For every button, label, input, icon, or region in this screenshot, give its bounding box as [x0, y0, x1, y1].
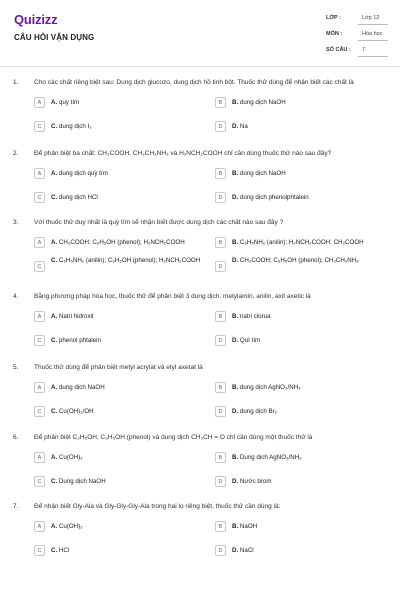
answer-option-b[interactable]: [215, 236, 383, 250]
option-letter-box: C: [34, 192, 45, 203]
question-number: 2.: [13, 150, 19, 157]
option-text: [51, 239, 185, 246]
option-key: C.: [51, 194, 58, 201]
question-text: Bằng phương pháp hóa học, thuốc thử để phân biệt 3 dung dịch: metylamin, anilin, axit axetic là: [34, 293, 311, 300]
option-label: Cu(OH)₂: [58, 523, 83, 530]
option-text: [51, 337, 101, 344]
option-key: D.: [232, 194, 239, 201]
option-label: Nước brom: [239, 478, 272, 485]
option-key: A.: [51, 384, 58, 391]
option-label: dung dịch AgNO₃/NH₃: [239, 384, 301, 391]
option-letter-box: C: [34, 545, 45, 556]
option-key: A.: [51, 523, 58, 530]
option-letter-box: B: [215, 311, 226, 322]
question-text: Với thuốc thử duy nhất là quỳ tím sẽ nhận biết được dung dịch các chất nào sau đây ?: [34, 219, 284, 226]
option-label: Cu(OH)₂: [58, 454, 83, 461]
option-label: dung dịch NaOH: [239, 170, 286, 177]
option-text: [51, 170, 108, 177]
question-number: 7.: [13, 503, 19, 510]
option-letter-box: D: [215, 192, 226, 203]
option-label: NaOH: [239, 523, 258, 530]
option-text: [232, 239, 364, 246]
answer-option-b[interactable]: [215, 451, 383, 465]
option-text: [51, 478, 106, 485]
option-letter-box: C: [34, 476, 45, 487]
answer-option-c[interactable]: [34, 120, 202, 134]
option-letter-box: A: [34, 168, 45, 179]
option-text: [232, 99, 286, 106]
option-letter-box: A: [34, 97, 45, 108]
option-key: B.: [232, 384, 239, 391]
option-text: [51, 257, 201, 265]
option-key: B.: [232, 239, 239, 246]
option-label: Cu(OH)₂/OH: [58, 408, 94, 415]
answer-option-d[interactable]: [215, 334, 383, 348]
option-letter-box: B: [215, 521, 226, 532]
meta-underline: [358, 56, 388, 57]
option-key: B.: [232, 99, 239, 106]
option-letter-box: A: [34, 237, 45, 248]
meta-label-count: SỐ CÂU :: [326, 47, 351, 53]
option-letter-box: C: [34, 335, 45, 346]
question-number: 1.: [13, 79, 19, 86]
option-key: D.: [232, 123, 239, 130]
option-label: CH₃COOH; C₆H₅OH (phenol); H₂NCH₂COOH: [58, 239, 185, 246]
question-number: 5.: [13, 364, 19, 371]
option-key: D.: [232, 547, 239, 554]
option-text: [232, 170, 286, 177]
answer-option-a[interactable]: [34, 451, 202, 465]
meta-label-subject: MÔN :: [326, 31, 343, 37]
answer-option-b[interactable]: [215, 520, 383, 534]
meta-underline: [358, 24, 388, 25]
option-text: [232, 194, 309, 201]
option-key: C.: [51, 408, 58, 415]
answer-option-a[interactable]: [34, 236, 202, 250]
meta-value-grade: Lớp 12: [362, 15, 380, 21]
answer-option-a[interactable]: [34, 167, 202, 181]
answer-option-c[interactable]: [34, 405, 202, 419]
option-text: [51, 408, 94, 415]
option-label: C₆H₅NH₂ (anilin); C₆H₅OH (phenol); H₂NCH₂COOH: [58, 257, 201, 264]
option-text: [232, 384, 301, 391]
answer-option-a[interactable]: [34, 381, 202, 395]
option-key: C.: [51, 257, 58, 264]
question-text: Cho các chất riêng biệt sau: Dung dịch glucozo, dung dịch hồ tinh bột. Thuốc thử dùng để nhận biết các chất là: [34, 79, 354, 86]
option-letter-box: B: [215, 382, 226, 393]
answer-option-d[interactable]: [215, 405, 383, 419]
option-letter-box: B: [215, 168, 226, 179]
option-key: B.: [232, 170, 239, 177]
question-text: Để phân biệt ba chất: CH₃COOH, CH₃CH₂NH₂ và H₂NCH₂COOH chỉ cần dùng thuốc thử nào sau đây?: [34, 150, 332, 157]
option-text: [232, 454, 302, 461]
option-label: C₆H₅NH₂ (anilin); H₂NCH₂COOH; CH₃COOH: [239, 239, 364, 246]
answer-option-d[interactable]: [215, 257, 383, 277]
worksheet-header: [0, 0, 400, 70]
option-text: [51, 194, 98, 201]
option-key: A.: [51, 99, 58, 106]
answer-option-b[interactable]: [215, 167, 383, 181]
option-text: [51, 123, 92, 130]
option-letter-box: D: [215, 545, 226, 556]
question-text: Để phân biệt C₂H₅OH, C₆H₅OH (phenol) và dung dịch CH₃CH = O chỉ cần dùng một thuốc thử là: [34, 434, 313, 441]
option-letter-box: A: [34, 311, 45, 322]
option-letter-box: A: [34, 521, 45, 532]
option-label: CH₃COOH; C₆H₅OH (phenol); CH₃CH₂NH₂: [239, 257, 359, 264]
option-letter-box: C: [34, 121, 45, 132]
option-text: [232, 547, 254, 554]
option-label: phenol phtalein: [58, 337, 101, 344]
option-key: A.: [51, 170, 58, 177]
answer-option-c[interactable]: [34, 475, 202, 489]
option-text: [232, 478, 272, 485]
option-text: [232, 523, 257, 530]
answer-option-b[interactable]: [215, 381, 383, 395]
option-label: Dung dịch NaOH: [58, 478, 106, 485]
option-letter-box: B: [215, 452, 226, 463]
option-key: A.: [51, 454, 58, 461]
answer-option-b[interactable]: [215, 310, 383, 324]
answer-option-a[interactable]: [34, 96, 202, 110]
option-text: [232, 257, 382, 265]
option-letter-box: D: [215, 121, 226, 132]
option-text: [232, 123, 248, 130]
option-label: Natri hidroxit: [58, 313, 94, 320]
answer-option-b[interactable]: [215, 96, 383, 110]
option-label: Quì tím: [239, 337, 261, 344]
option-text: [51, 547, 69, 554]
option-letter-box: D: [215, 406, 226, 417]
option-text: [51, 523, 83, 530]
option-label: Dung dịch AgNO₃/NH₃: [239, 454, 302, 461]
answer-option-d[interactable]: [215, 544, 383, 558]
answer-option-c[interactable]: [34, 191, 202, 205]
option-text: [232, 313, 271, 320]
option-label: dung dịch I₂: [58, 123, 92, 130]
option-key: D.: [232, 478, 239, 485]
option-letter-box: C: [34, 406, 45, 417]
option-text: [51, 384, 105, 391]
option-letter-box: D: [215, 335, 226, 346]
option-letter-box: B: [215, 237, 226, 248]
meta-underline: [358, 40, 388, 41]
option-label: dung dịch NaOH: [58, 384, 105, 391]
meta-label-grade: LỚP :: [326, 15, 341, 21]
question-number: 3.: [13, 219, 19, 226]
option-text: [232, 408, 277, 415]
option-letter-box: C: [34, 261, 45, 272]
answer-option-a[interactable]: [34, 520, 202, 534]
answer-option-d[interactable]: [215, 120, 383, 134]
quizizz-logo: Quizizz: [14, 12, 58, 27]
question-number: 6.: [13, 434, 19, 441]
question-text: Để nhận biết Gly-Ala và Gly-Gly-Gly-Ala trong hai lọ riêng biệt, thuốc thử cần dùng là:: [34, 503, 281, 510]
answer-option-c[interactable]: [34, 257, 202, 277]
option-text: [232, 337, 260, 344]
option-label: NaCl: [239, 547, 254, 554]
option-key: C.: [51, 337, 58, 344]
answer-option-a[interactable]: [34, 310, 202, 324]
option-key: D.: [232, 257, 239, 264]
option-key: A.: [51, 239, 58, 246]
option-label: dung dịch NaOH: [239, 99, 286, 106]
answer-option-c[interactable]: [34, 334, 202, 348]
answer-option-d[interactable]: [215, 191, 383, 205]
option-text: [51, 99, 79, 106]
option-key: B.: [232, 313, 239, 320]
option-key: B.: [232, 523, 239, 530]
option-key: D.: [232, 337, 239, 344]
option-letter-box: B: [215, 97, 226, 108]
option-key: D.: [232, 408, 239, 415]
question-number: 4.: [13, 293, 19, 300]
option-label: Na: [239, 123, 248, 130]
option-key: B.: [232, 454, 239, 461]
option-label: dung dịch phenolphtalein: [239, 194, 309, 201]
option-label: HCl: [58, 547, 70, 554]
option-key: A.: [51, 313, 58, 320]
option-label: dung dịch Br₂: [239, 408, 278, 415]
option-text: [51, 313, 94, 320]
option-text: [51, 454, 83, 461]
meta-value-count: 7: [362, 47, 366, 53]
option-key: C.: [51, 123, 58, 130]
option-label: dung dịch HCl: [58, 194, 98, 201]
meta-value-subject: Hóa học: [362, 31, 383, 37]
answer-option-c[interactable]: [34, 544, 202, 558]
option-key: C.: [51, 478, 58, 485]
worksheet-title: CÂU HỎI VẬN DỤNG: [14, 33, 95, 42]
header-divider: [0, 66, 400, 67]
question-text: Thuốc thử dùng để phân biệt metyl acrylat và etyl axetat là: [34, 364, 203, 371]
option-key: C.: [51, 547, 58, 554]
option-letter-box: A: [34, 452, 45, 463]
option-label: natri clorua: [239, 313, 271, 320]
option-letter-box: A: [34, 382, 45, 393]
answer-option-d[interactable]: [215, 475, 383, 489]
option-letter-box: D: [215, 261, 226, 272]
option-letter-box: D: [215, 476, 226, 487]
option-label: dung dịch quỳ tím: [58, 170, 108, 177]
option-label: quỳ tím: [58, 99, 80, 106]
